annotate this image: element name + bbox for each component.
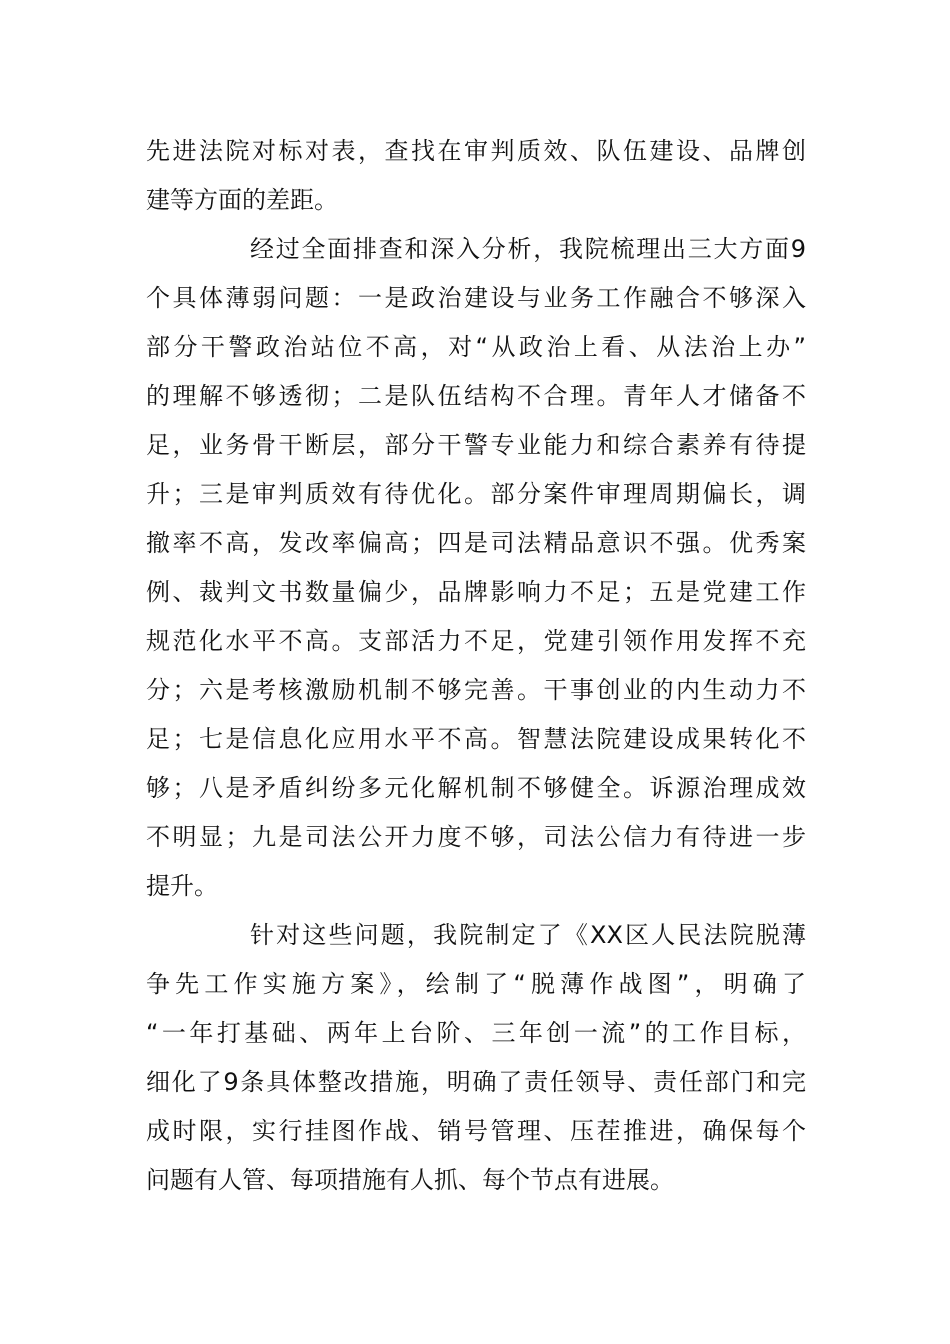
document-body: [146, 127, 806, 1205]
text-line: 细化了9条具体整改措施，明确了责任领导、责任部门和完: [146, 1068, 806, 1096]
text-line: 经过全面排查和深入分析，我院梳理出三大方面9: [250, 235, 806, 263]
text-line: 先进法院对标对表，查找在审判质效、队伍建设、品牌创: [146, 137, 806, 165]
text-line: 的理解不够透彻；二是队伍结构不合理。青年人才储备不: [146, 382, 806, 410]
text-line: 建等方面的差距。: [146, 186, 338, 214]
text-line: 问题有人管、每项措施有人抓、每个节点有进展。: [146, 1166, 674, 1194]
text-line: 提升。: [146, 872, 218, 900]
text-line: 个具体薄弱问题：一是政治建设与业务工作融合不够深入: [146, 284, 806, 312]
text-line: 例、裁判文书数量偏少，品牌影响力不足；五是党建工作: [146, 578, 806, 606]
text-line: 规范化水平不高。支部活力不足，党建引领作用发挥不充: [146, 627, 806, 655]
text-line: 成时限，实行挂图作战、销号管理、压茬推进，确保每个: [146, 1117, 806, 1145]
text-line: 部分干警政治站位不高，对“从政治上看、从法治上办”: [146, 333, 806, 361]
text-line: 升；三是审判质效有待优化。部分案件审理周期偏长，调: [146, 480, 806, 508]
text-line: 足；七是信息化应用水平不高。智慧法院建设成果转化不: [146, 725, 806, 753]
text-line: 够；八是矛盾纠纷多元化解机制不够健全。诉源治理成效: [146, 774, 806, 802]
text-line: 不明显；九是司法公开力度不够，司法公信力有待进一步: [146, 823, 806, 851]
text-line: 分；六是考核激励机制不够完善。干事创业的内生动力不: [146, 676, 806, 704]
text-line: “一年打基础、两年上台阶、三年创一流”的工作目标，: [146, 1019, 806, 1047]
text-line: 针对这些问题，我院制定了《XX区人民法院脱薄: [250, 921, 806, 949]
text-line: 撤率不高，发改率偏高；四是司法精品意识不强。优秀案: [146, 529, 806, 557]
text-line: 争先工作实施方案》，绘制了“脱薄作战图”，明确了: [146, 970, 806, 998]
text-line: 足，业务骨干断层，部分干警专业能力和综合素养有待提: [146, 431, 806, 459]
